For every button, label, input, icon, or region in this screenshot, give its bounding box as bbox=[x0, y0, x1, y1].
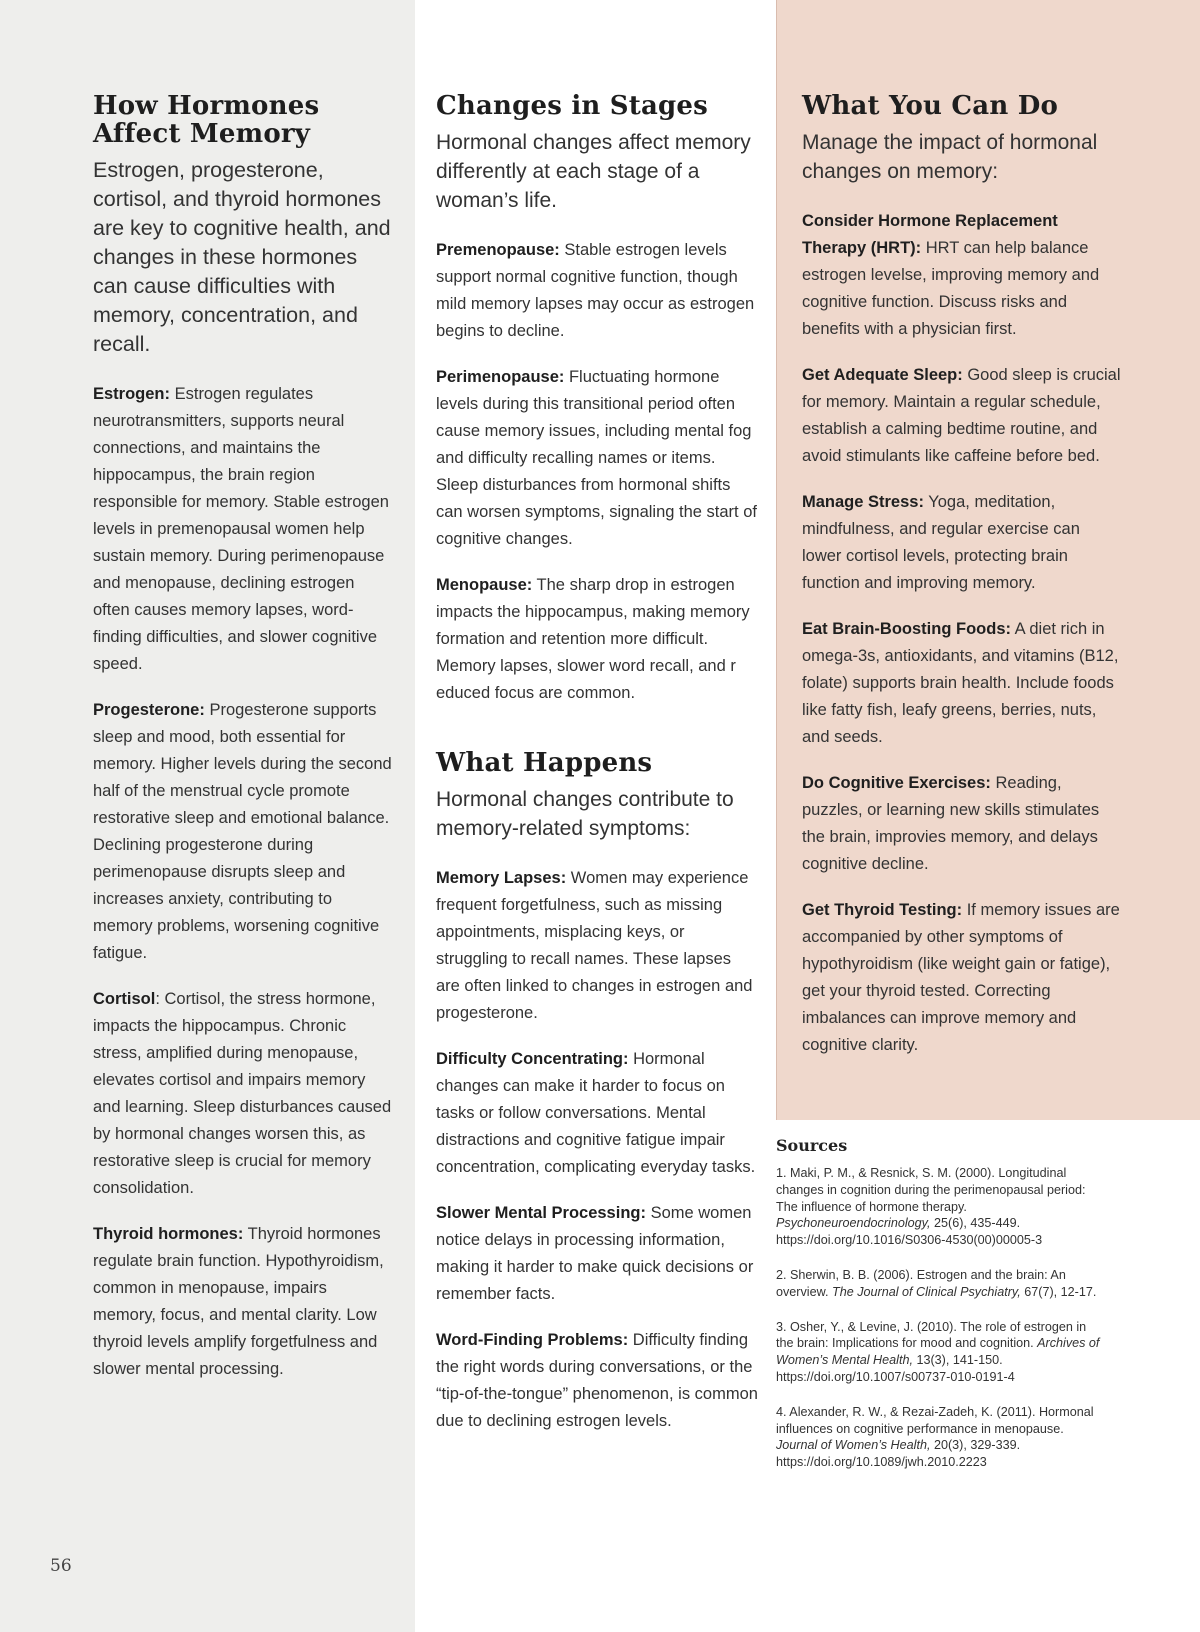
item-term: Difficulty Concentrating: bbox=[436, 1050, 629, 1068]
item-text: Difficulty finding the right words during conversations, or the “tip-of-the-tongue” phenomenon, is common due to declining estrogen levels. bbox=[436, 1331, 758, 1430]
page-number: 56 bbox=[50, 1556, 72, 1576]
item-term: Perimenopause: bbox=[436, 368, 565, 386]
sources-section bbox=[776, 1136, 1106, 1489]
source-details: 67(7), 12-17. bbox=[1020, 1284, 1097, 1299]
item-premenopause bbox=[436, 237, 758, 345]
item-text: Good sleep is crucial for memory. Maintain a regular schedule, establish a calming bedtime routine, and avoid stimulants like caffeine before bed. bbox=[802, 366, 1121, 465]
source-details: 13(3), 141-150. https://doi.org/10.1007/s00737-010-0191-4 bbox=[776, 1353, 1015, 1384]
source-journal: Psychoneuroendocrinology, bbox=[776, 1216, 931, 1231]
column-divider bbox=[776, 0, 777, 1120]
item-perimenopause bbox=[436, 364, 758, 553]
source-journal: The Journal of Clinical Psychiatry, bbox=[832, 1284, 1021, 1299]
item-difficulty-concentrating bbox=[436, 1046, 758, 1181]
source-text: 1. Maki, P. M., & Resnick, S. M. (2000). Longitudinal changes in cognition during the perimenopausal period: The influence of hormone therapy. bbox=[776, 1166, 1086, 1214]
item-word-finding bbox=[436, 1327, 758, 1435]
item-menopause bbox=[436, 572, 758, 707]
item-term: Slower Mental Processing: bbox=[436, 1204, 646, 1222]
item-progesterone bbox=[93, 697, 393, 967]
item-text: Reading, puzzles, or learning new skills stimulates the brain, improvies memory, and delays cognitive decline. bbox=[802, 774, 1100, 873]
item-term: Manage Stress: bbox=[802, 493, 924, 511]
heading-line-2: Affect Memory bbox=[93, 119, 311, 149]
lead-paragraph: Manage the impact of hormonal changes on memory: bbox=[802, 131, 1098, 183]
item-text: Women may experience frequent forgetfulness, such as missing appointments, misplacing keys, or struggling to recall names. These lapses are often linked to changes in estrogen and progesterone. bbox=[436, 869, 753, 1022]
item-text: Hormonal changes can make it harder to focus on tasks or follow conversations. Mental distractions and cognitive fatigue impair concentration, complicating everyday tasks. bbox=[436, 1050, 756, 1176]
item-text: Thyroid hormones regulate brain function. Hypothyroidism, common in menopause, impairs memory, focus, and mental clarity. Low thyroid levels amplify forgetfulness and slower mental processing. bbox=[93, 1225, 384, 1378]
item-text: If memory issues are accompanied by other symptoms of hypothyroidism (like weight gain or fatige), get your thyroid tested. Correcting imbalances can improve memory and cognitive clarity. bbox=[802, 901, 1120, 1054]
item-text: HRT can help balance estrogen levelse, improving memory and cognitive function. Discuss risks and benefits with a physician first. bbox=[802, 239, 1100, 338]
source-item bbox=[776, 1165, 1106, 1249]
lead-paragraph: Hormonal changes contribute to memory-related symptoms: bbox=[436, 788, 734, 840]
lead-paragraph: Hormonal changes affect memory differently at each stage of a woman’s life. bbox=[436, 131, 751, 212]
item-text: Stable estrogen levels support normal cognitive function, though mild memory lapses may occur as estrogen begins to decline. bbox=[436, 241, 755, 340]
item-term: Cortisol bbox=[93, 990, 156, 1008]
source-text: 2. Sherwin, B. B. (2006). Estrogen and the brain: An overview. bbox=[776, 1267, 1066, 1299]
column-stages bbox=[436, 92, 758, 1454]
item-text: Some women notice delays in processing information, making it harder to make quick decisions or remember facts. bbox=[436, 1204, 754, 1303]
item-stress bbox=[802, 489, 1122, 597]
item-term: Consider Hormone Replacement Therapy (HRT): bbox=[802, 212, 1058, 257]
item-term: Estrogen: bbox=[93, 385, 171, 403]
heading-how-hormones bbox=[93, 92, 393, 148]
lead-paragraph: Estrogen, progesterone, cortisol, and thyroid hormones are key to cognitive health, and changes in these hormones can cause difficulties with memory, concentration, and recall. bbox=[93, 158, 391, 356]
heading-changes-in-stages: Changes in Stages bbox=[436, 91, 708, 121]
source-text: 3. Osher, Y., & Levine, J. (2010). The role of estrogen in the brain: Implications for mood and cognition. bbox=[776, 1319, 1087, 1351]
column-what-you-can-do bbox=[802, 92, 1122, 1078]
heading-what-you-can-do: What You Can Do bbox=[802, 91, 1058, 121]
item-thyroid-testing bbox=[802, 897, 1122, 1059]
item-hrt bbox=[802, 208, 1122, 343]
source-text: 4. Alexander, R. W., & Rezai-Zadeh, K. (2011). Hormonal influences on cognitive performance in menopause. bbox=[776, 1404, 1094, 1436]
item-term: Progesterone: bbox=[93, 701, 205, 719]
item-estrogen bbox=[93, 381, 393, 678]
item-text: Estrogen regulates neurotransmitters, supports neural connections, and maintains the hippocampus, the brain region responsible for memory. Stable estrogen levels in premenopausal women help sustain memory. During perimenopause and menopause, declining estrogen often causes memory lapses, word-finding difficulties, and slower cognitive speed. bbox=[93, 385, 389, 673]
item-text: A diet rich in omega-3s, antioxidants, and vitamins (B12, folate) supports brain health. Include foods like fatty fish, leafy greens, berries, nuts, and seeds. bbox=[802, 620, 1119, 746]
item-text: : Cortisol, the stress hormone, impacts the hippocampus. Chronic stress, amplified during menopause, elevates cortisol and impairs memory and learning. Sleep disturbances caused by hormonal changes worsen this, as restorative sleep is crucial for memory consolidation. bbox=[93, 990, 392, 1197]
item-term: Do Cognitive Exercises: bbox=[802, 774, 991, 792]
item-term: Menopause: bbox=[436, 576, 533, 594]
item-text: Progesterone supports sleep and mood, both essential for memory. Higher levels during the second half of the menstrual cycle promote restorative sleep and emotional balance. Declining progesterone during perimenopause disrupts sleep and increases anxiety, contributing to memory problems, worsening cognitive fatigue. bbox=[93, 701, 392, 962]
item-term: Get Adequate Sleep: bbox=[802, 366, 963, 384]
source-item bbox=[776, 1404, 1106, 1471]
column-hormones bbox=[93, 92, 393, 1402]
item-memory-lapses bbox=[436, 865, 758, 1027]
item-cortisol bbox=[93, 986, 393, 1202]
source-journal: Journal of Women’s Health, bbox=[776, 1438, 931, 1453]
item-text: Yoga, meditation, mindfulness, and regular exercise can lower cortisol levels, protecting brain function and improving memory. bbox=[802, 493, 1080, 592]
heading-what-happens: What Happens bbox=[436, 748, 653, 778]
source-item bbox=[776, 1319, 1106, 1386]
source-details: 20(3), 329-339. https://doi.org/10.1089/jwh.2010.2223 bbox=[776, 1438, 1021, 1470]
source-details: 25(6), 435-449. https://doi.org/10.1016/S0306-4530(00)00005-3 bbox=[776, 1216, 1043, 1248]
item-term: Premenopause: bbox=[436, 241, 560, 259]
item-thyroid bbox=[93, 1221, 393, 1383]
source-item bbox=[776, 1267, 1106, 1301]
item-foods bbox=[802, 616, 1122, 751]
sources-heading: Sources bbox=[776, 1136, 848, 1155]
heading-line-1: How Hormones bbox=[93, 91, 320, 121]
item-term: Eat Brain-Boosting Foods: bbox=[802, 620, 1011, 638]
item-term: Get Thyroid Testing: bbox=[802, 901, 963, 919]
item-text: The sharp drop in estrogen impacts the hippocampus, making memory formation and retention more difficult. Memory lapses, slower word recall, and r educed focus are common. bbox=[436, 576, 750, 702]
source-journal: Archives of Women’s Mental Health, bbox=[776, 1336, 1100, 1368]
item-term: Thyroid hormones: bbox=[93, 1225, 244, 1243]
item-slower-processing bbox=[436, 1200, 758, 1308]
item-term: Word-Finding Problems: bbox=[436, 1331, 629, 1349]
item-sleep bbox=[802, 362, 1122, 470]
item-term: Memory Lapses: bbox=[436, 869, 567, 887]
item-text: Fluctuating hormone levels during this transitional period often cause memory issues, including mental fog and difficulty recalling names or items. Sleep disturbances from hormonal shifts can worsen symptoms, signaling the start of cognitive changes. bbox=[436, 368, 757, 548]
item-cognitive-exercises bbox=[802, 770, 1122, 878]
